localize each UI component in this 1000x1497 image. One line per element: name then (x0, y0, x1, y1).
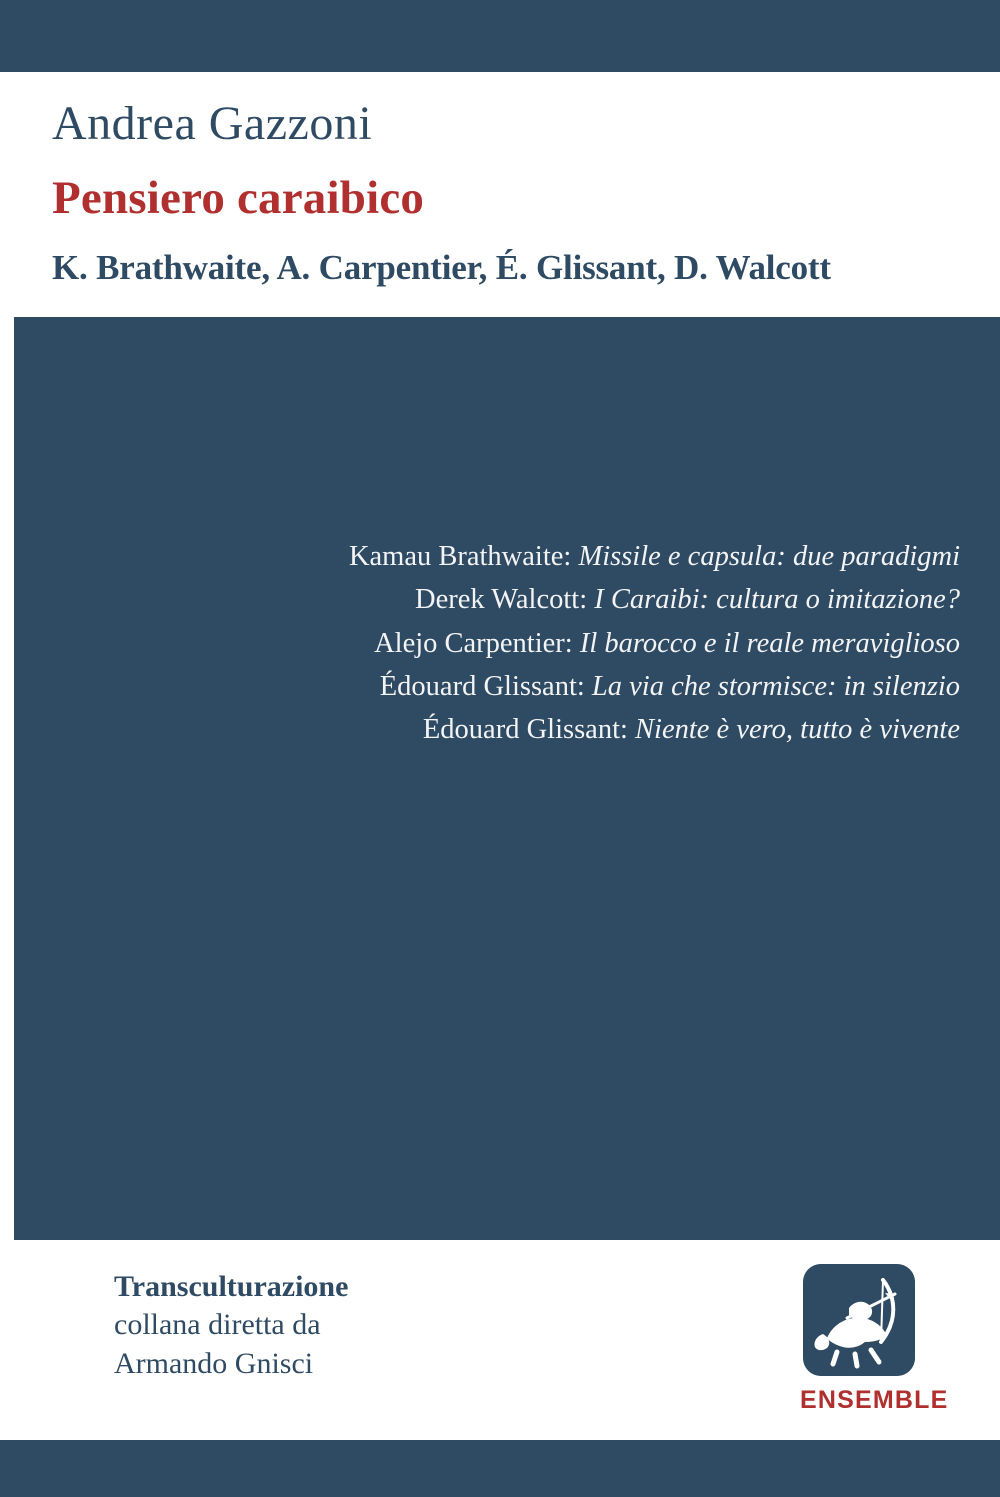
book-title: Pensiero caraibico (52, 171, 425, 224)
contents-item (310, 578, 960, 621)
left-accent-stripe (0, 317, 14, 1240)
contents-item (310, 708, 960, 751)
contents-item-work: Il barocco e il reale meraviglioso (579, 627, 960, 659)
book-subtitle: K. Brathwaite, A. Carpentier, É. Glissant, D. Walcott (52, 248, 831, 288)
publisher-name: ENSEMBLE (800, 1386, 949, 1414)
series-editor-name: Armando Gnisci (114, 1346, 314, 1380)
author-name: Andrea Gazzoni (52, 97, 373, 150)
contents-item-author: Kamau Brathwaite: (348, 541, 572, 572)
knight-rider-logo-icon (803, 1264, 915, 1376)
contents-item-work: La via che stormisce: in silenzio (591, 670, 960, 702)
contents-item (310, 535, 960, 578)
contents-item-work: Niente è vero, tutto è vivente (635, 714, 960, 746)
series-block (114, 1268, 634, 1383)
series-name: Transculturazione (114, 1270, 349, 1303)
contents-item-work: I Caraibi: cultura o imitazione? (594, 584, 960, 616)
contents-item (310, 665, 960, 708)
contents-list (310, 535, 960, 752)
series-editor-prefix: collana diretta da (114, 1308, 321, 1342)
publisher-logo-block (800, 1264, 949, 1415)
contents-item (310, 622, 960, 665)
contents-item-author: Édouard Glissant: (379, 670, 585, 702)
title-band (0, 72, 1000, 317)
contents-item-work: Missile e capsula: due paradigmi (578, 541, 960, 572)
contents-item-author: Derek Walcott: (415, 584, 588, 616)
contents-item-author: Édouard Glissant: (422, 714, 628, 746)
contents-item-author: Alejo Carpentier: (374, 627, 573, 659)
